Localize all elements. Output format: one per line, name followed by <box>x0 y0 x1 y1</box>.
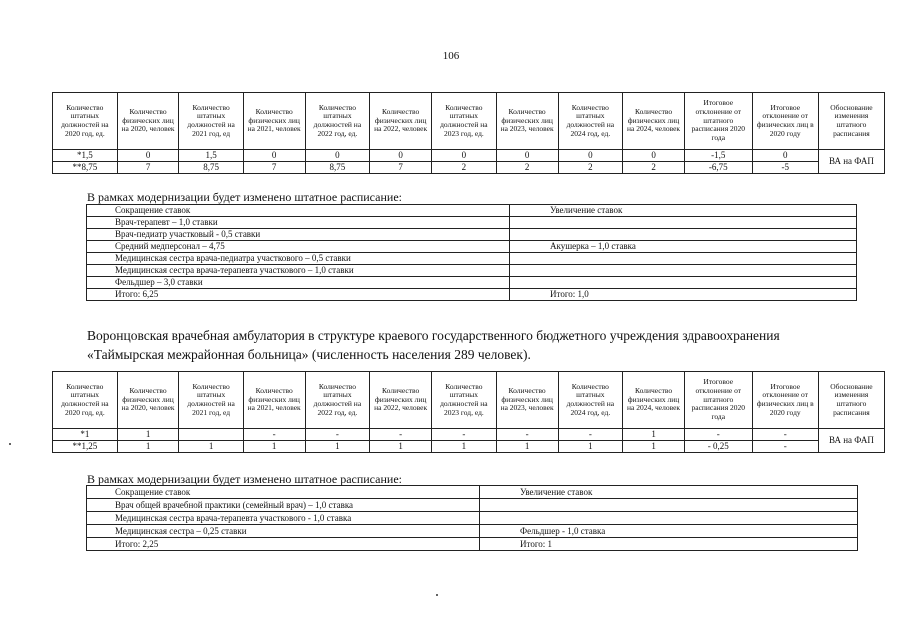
table-cell: 0 <box>623 150 685 162</box>
table-cell: - <box>752 441 818 453</box>
table-cell: - <box>370 429 432 441</box>
table-cell: - <box>432 429 497 441</box>
increases-header: Увеличение ставок <box>480 486 858 499</box>
header-cell: Количество штатных должностей на 2023 год, ед. <box>432 93 497 150</box>
header-cell: Количество физических лиц на 2020, человек <box>117 93 179 150</box>
table-cell: - <box>684 429 752 441</box>
increases-header: Увеличение ставок <box>510 205 857 217</box>
reductions-total: Итого: 6,25 <box>87 289 510 301</box>
staffing-caption: В рамках модернизации будет изменено штатное расписание: <box>87 190 402 204</box>
reduction-item: Медицинская сестра врача-педиатра участкового – 0,5 ставки <box>87 253 510 265</box>
stats-table-header-row <box>53 372 885 429</box>
staffing-caption: В рамках модернизации будет изменено штатное расписание: <box>87 472 402 486</box>
header-cell: Итоговое отклонение от штатного расписания 2020 года <box>684 372 752 429</box>
table-row <box>87 289 857 301</box>
table-cell: 7 <box>370 162 432 174</box>
header-cell: Количество физических лиц на 2023, человек <box>496 372 558 429</box>
justification-cell: ВА на ФАП <box>818 429 884 453</box>
table-cell: **8,75 <box>53 162 118 174</box>
stats-table-1 <box>52 92 885 174</box>
table-cell: 1 <box>496 441 558 453</box>
table-cell: 0 <box>243 150 305 162</box>
table-cell: 1 <box>623 441 685 453</box>
increase-item <box>510 229 857 241</box>
table-cell: 8,75 <box>179 162 243 174</box>
table-cell: 0 <box>432 150 497 162</box>
header-cell: Количество штатных должностей на 2024 год, ед. <box>558 372 623 429</box>
table-row <box>53 441 885 453</box>
table-cell: - <box>752 429 818 441</box>
table-cell: 1 <box>243 441 305 453</box>
table-row <box>87 277 857 289</box>
increase-item <box>510 253 857 265</box>
table-cell: 0 <box>558 150 623 162</box>
table-cell: 0 <box>117 150 179 162</box>
justification-cell: ВА на ФАП <box>818 150 884 174</box>
table-row <box>87 525 858 538</box>
header-cell: Количество штатных должностей на 2021 год, ед <box>179 93 243 150</box>
increases-total: Итого: 1,0 <box>510 289 857 301</box>
table-cell: *1 <box>53 429 118 441</box>
table-cell: 1,5 <box>179 150 243 162</box>
staffing-table-2 <box>86 485 858 551</box>
table-row <box>87 253 857 265</box>
table-row <box>87 486 858 499</box>
reduction-item: Медицинская сестра врача-терапевта участкового - 1,0 ставка <box>87 512 480 525</box>
header-cell: Количество штатных должностей на 2020 год, ед. <box>53 372 118 429</box>
table-cell: 1 <box>117 429 179 441</box>
staffing-table-1 <box>86 204 857 301</box>
table-cell: 7 <box>243 162 305 174</box>
increase-item <box>510 277 857 289</box>
table-cell: 7 <box>117 162 179 174</box>
table-cell: 0 <box>496 150 558 162</box>
table-cell: 1 <box>432 441 497 453</box>
stats-table-header-row <box>53 93 885 150</box>
table-cell: -6,75 <box>684 162 752 174</box>
table-row <box>87 265 857 277</box>
reduction-item: Медицинская сестра врача-терапевта участкового – 1,0 ставки <box>87 265 510 277</box>
table-row <box>87 538 858 551</box>
reduction-item: Врач-педиатр участковый - 0,5 ставки <box>87 229 510 241</box>
increase-item <box>480 499 858 512</box>
table-cell: 8,75 <box>305 162 370 174</box>
table-cell: 1 <box>117 441 179 453</box>
reductions-total: Итого: 2,25 <box>87 538 480 551</box>
header-cell: Количество штатных должностей на 2020 год, ед. <box>53 93 118 150</box>
table-row <box>53 150 885 162</box>
header-cell: Количество штатных должностей на 2022 год, ед. <box>305 372 370 429</box>
table-cell: - <box>243 429 305 441</box>
table-cell: - <box>496 429 558 441</box>
table-cell: 1 <box>305 441 370 453</box>
table-cell: - <box>305 429 370 441</box>
table-cell: - <box>558 429 623 441</box>
reduction-item: Медицинская сестра – 0,25 ставки <box>87 525 480 538</box>
table-cell: 1 <box>370 441 432 453</box>
table-cell: 2 <box>432 162 497 174</box>
header-cell: Количество физических лиц на 2020, человек <box>117 372 179 429</box>
section-heading: Воронцовская врачебная амбулатория в структуре краевого государственного бюджетного учреждения здравоохранения «Таймырская межрайонная больница» (численность населения 289 человек). <box>87 328 780 362</box>
increase-item: Фельдшер - 1,0 ставка <box>480 525 858 538</box>
table-row <box>87 499 858 512</box>
header-cell: Обоснование изменения штатного расписания <box>818 372 884 429</box>
table-cell: 2 <box>558 162 623 174</box>
table-row <box>53 162 885 174</box>
increases-total: Итого: 1 <box>480 538 858 551</box>
header-cell: Количество физических лиц на 2023, человек <box>496 93 558 150</box>
table-row <box>53 429 885 441</box>
increase-item: Акушерка – 1,0 ставка <box>510 241 857 253</box>
header-cell: Итоговое отклонение от физических лиц в 2020 году <box>752 372 818 429</box>
stats-table-2 <box>52 371 885 453</box>
header-cell: Количество физических лиц на 2021, человек <box>243 372 305 429</box>
table-row <box>87 241 857 253</box>
table-row <box>87 229 857 241</box>
table-cell: **1,25 <box>53 441 118 453</box>
table-cell: 1 <box>623 429 685 441</box>
table-cell: 0 <box>752 150 818 162</box>
header-cell: Количество физических лиц на 2024, человек <box>623 372 685 429</box>
header-cell: Количество физических лиц на 2021, человек <box>243 93 305 150</box>
header-cell: Количество физических лиц на 2022, человек <box>370 372 432 429</box>
header-cell: Количество физических лиц на 2024, человек <box>623 93 685 150</box>
reduction-item: Врач-терапевт – 1,0 ставки <box>87 217 510 229</box>
header-cell: Количество штатных должностей на 2023 год, ед. <box>432 372 497 429</box>
increase-item <box>510 217 857 229</box>
header-cell: Количество штатных должностей на 2024 год, ед. <box>558 93 623 150</box>
table-cell: 2 <box>496 162 558 174</box>
table-cell: 0 <box>370 150 432 162</box>
reduction-item: Врач общей врачебной практики (семейный врач) – 1,0 ставка <box>87 499 480 512</box>
reduction-item: Фельдшер – 3,0 ставки <box>87 277 510 289</box>
table-cell: -5 <box>752 162 818 174</box>
header-cell: Итоговое отклонение от штатного расписания 2020 года <box>684 93 752 150</box>
table-cell: 0 <box>305 150 370 162</box>
scan-speck <box>436 594 438 596</box>
table-cell: 1 <box>179 441 243 453</box>
table-cell: - 0,25 <box>684 441 752 453</box>
header-cell: Количество штатных должностей на 2021 год, ед <box>179 372 243 429</box>
reductions-header: Сокращение ставок <box>87 205 510 217</box>
reductions-header: Сокращение ставок <box>87 486 480 499</box>
table-row <box>87 205 857 217</box>
table-cell <box>179 429 243 441</box>
header-cell: Количество штатных должностей на 2022 год, ед. <box>305 93 370 150</box>
table-cell: *1,5 <box>53 150 118 162</box>
table-row <box>87 512 858 525</box>
table-cell: -1,5 <box>684 150 752 162</box>
table-cell: 1 <box>558 441 623 453</box>
increase-item <box>480 512 858 525</box>
header-cell: Количество физических лиц на 2022, человек <box>370 93 432 150</box>
table-row <box>87 217 857 229</box>
header-cell: Итоговое отклонение от физических лиц в 2020 году <box>752 93 818 150</box>
scan-speck <box>9 443 11 445</box>
increase-item <box>510 265 857 277</box>
header-cell: Обоснование изменения штатного расписания <box>818 93 884 150</box>
table-cell: 2 <box>623 162 685 174</box>
page-number: 106 <box>442 50 460 62</box>
reduction-item: Средний медперсонал – 4,75 <box>87 241 510 253</box>
